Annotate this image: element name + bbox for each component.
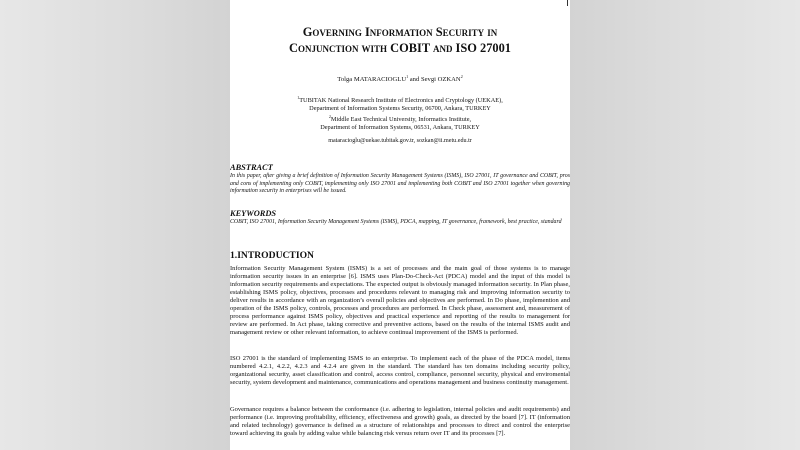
author-2-sup: 2 <box>460 74 463 79</box>
title-line-2: Conjunction with COBIT and ISO 27001 <box>289 41 511 55</box>
author-2: Sevgi OZKAN <box>420 76 461 84</box>
intro-paragraph-1 <box>230 265 570 337</box>
author-line <box>230 74 570 83</box>
keywords-text: COBIT, ISO 27001, Information Security Management Systems (ISMS), PDCA, mapping, IT governance, framework, best practice, standard <box>230 219 562 225</box>
affiliation-text: TUBITAK National Research Institute of Electronics and Cryptology (UEKAE), <box>299 97 503 105</box>
affiliation-line <box>230 94 570 105</box>
affiliation-sup: 1 <box>297 95 300 100</box>
affiliation-line <box>230 113 570 124</box>
affiliation-text: Department of Information Systems Security, 06700, Ankara, TURKEY <box>309 105 491 113</box>
viewer-background-right <box>570 0 800 450</box>
author-emails: mataracioglu@uekae.tubitak.gov.tr, sozkan@ii.metu.edu.tr <box>328 138 472 144</box>
intro-paragraph-3 <box>230 406 570 438</box>
abstract-heading: ABSTRACT <box>230 163 273 172</box>
paper-title <box>230 24 570 56</box>
paragraph-text: Governance requires a balance between the conformance (i.e. adhering to legislation, internal policies and audit requirements) and performance (i.e. improving profitability, efficiency, effectiveness and growth) goals, as directed by the board [7]. IT (information and related technology) governance is defined as a structure of relationships and processes to direct and control the enterprise toward achieving its goals by adding value while balancing risk versus return over IT and its processes [7]. <box>230 406 570 438</box>
paragraph-text: ISO 27001 is the standard of implementing ISMS to an enterprise. To implement each of the phase of the PDCA model, items numbered 4.2.1, 4.2.2, 4.2.3 and 4.2.4 are given in the standard. The standard has ten domains including security policy, organizational security, asset classification and control, access control, compliance, personnel security, physical and enviromental security, system development and maintenance, communications and operations management and business continuity management. <box>230 355 570 387</box>
keywords-heading: KEYWORDS <box>230 209 277 218</box>
author-1-sup: 1 <box>406 74 409 79</box>
viewer-background-left <box>0 0 230 450</box>
page-edge-marker <box>567 0 568 6</box>
title-line-1: Governing Information Security in <box>302 25 498 39</box>
paragraph-text: Information Security Management System (ISMS) is a set of processes and the main goal of those systems is to manage information security issues in an enterprise [6]. ISMS uses Plan-Do-Check-Act (PDCA) model and the input of this model is information security requirements and expectations. The expected output is obviously managed information security. In Plan phase, establishing ISMS policy, objectives, processes and procedures relevant to managing risk and improving information security to deliver results in accordance with an organization’s overall policies and objectives are performed. In Do phase, implemention and operation of the ISMS policy, controls, processes and procedures are performed. In Check phase, assessment and, measurement of process performance against ISMS policy, objectives and practical experience and reporting of the results to management for review are performed. In Act phase, taking corrective and preventive actions, based on the results of the internal ISMS audit and management review or other relevant information, to achieve continual improvement of the ISMS is performed. <box>230 265 570 337</box>
introduction-heading: 1.INTRODUCTION <box>230 250 314 261</box>
affiliation-line <box>230 105 570 113</box>
affiliation-text: Department of Information Systems, 06531, Ankara, TURKEY <box>320 124 480 132</box>
author-connector: and <box>409 76 420 84</box>
author-1: Tolga MATARACIOGLU <box>337 76 407 84</box>
abstract-text: In this paper, after giving a brief definition of Information Security Management Systems (ISMS), ISO 27001, IT governance and COBIT, pros and cons of implementing only COBIT, implementing only ISO 27001 and implementing both COBIT and ISO 27001 together when governing information security in enterprises will be issued. <box>230 173 570 195</box>
affiliation-text: Middle East Technical University, Informatics Institute, <box>330 116 472 124</box>
affiliation-line <box>230 124 570 132</box>
affiliation-sup: 2 <box>328 114 331 120</box>
keywords-section <box>230 209 570 227</box>
intro-paragraph-2 <box>230 355 570 387</box>
affiliations <box>230 94 570 133</box>
document-page <box>230 0 570 450</box>
abstract-section <box>230 163 570 196</box>
